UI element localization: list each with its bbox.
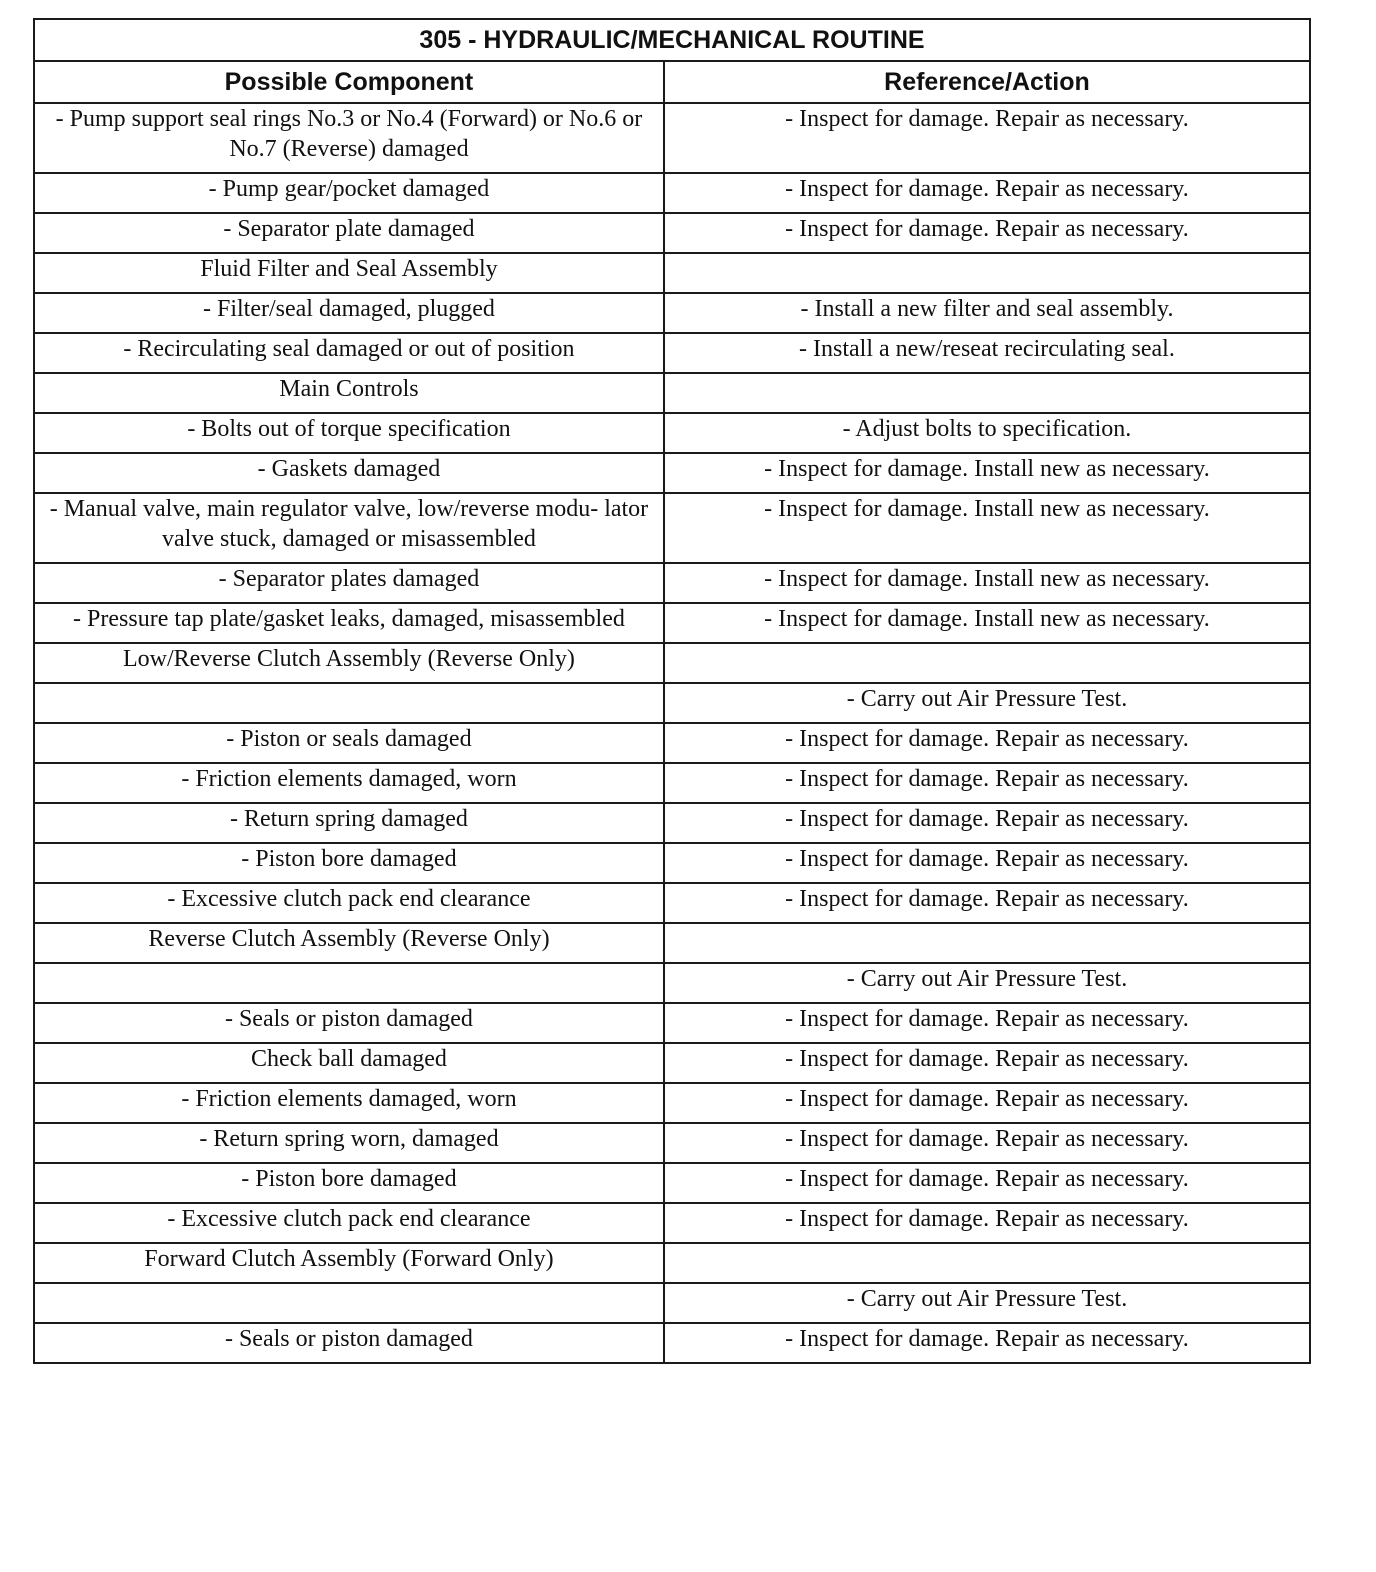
action-cell	[664, 643, 1310, 683]
action-cell	[664, 253, 1310, 293]
action-cell: - Inspect for damage. Repair as necessary.	[664, 723, 1310, 763]
table-row	[34, 603, 1310, 643]
component-cell: - Pump support seal rings No.3 or No.4 (Forward) or No.6 or No.7 (Reverse) damaged	[34, 103, 664, 173]
action-cell: - Inspect for damage. Repair as necessary.	[664, 883, 1310, 923]
action-cell: - Inspect for damage. Repair as necessary.	[664, 1203, 1310, 1243]
action-cell: - Install a new/reseat recirculating seal.	[664, 333, 1310, 373]
table-title-row	[34, 19, 1310, 61]
action-cell: - Carry out Air Pressure Test.	[664, 1283, 1310, 1323]
component-cell: - Excessive clutch pack end clearance	[34, 1203, 664, 1243]
action-cell	[664, 373, 1310, 413]
table-row	[34, 883, 1310, 923]
table-row	[34, 413, 1310, 453]
component-cell	[34, 683, 664, 723]
action-cell: - Inspect for damage. Repair as necessary.	[664, 213, 1310, 253]
component-cell: - Piston bore damaged	[34, 1163, 664, 1203]
table-row	[34, 493, 1310, 563]
action-cell: - Install a new filter and seal assembly.	[664, 293, 1310, 333]
action-cell: - Carry out Air Pressure Test.	[664, 683, 1310, 723]
component-cell: - Seals or piston damaged	[34, 1323, 664, 1363]
table-row	[34, 1163, 1310, 1203]
component-cell: - Pump gear/pocket damaged	[34, 173, 664, 213]
action-cell	[664, 1243, 1310, 1283]
component-cell: - Return spring damaged	[34, 803, 664, 843]
action-cell: - Inspect for damage. Repair as necessary.	[664, 1003, 1310, 1043]
action-cell: - Inspect for damage. Repair as necessary.	[664, 103, 1310, 173]
action-cell: - Inspect for damage. Install new as necessary.	[664, 563, 1310, 603]
table-title: 305 - HYDRAULIC/MECHANICAL ROUTINE	[34, 19, 1310, 61]
action-cell: - Inspect for damage. Repair as necessary.	[664, 1123, 1310, 1163]
hydraulic-routine-table	[33, 18, 1311, 1364]
component-cell: Low/Reverse Clutch Assembly (Reverse Only)	[34, 643, 664, 683]
table-row	[34, 923, 1310, 963]
component-cell	[34, 963, 664, 1003]
table-row	[34, 293, 1310, 333]
table-row	[34, 373, 1310, 413]
table-header-row	[34, 61, 1310, 103]
table-row	[34, 173, 1310, 213]
action-cell: - Inspect for damage. Repair as necessary.	[664, 173, 1310, 213]
column-header-possible-component: Possible Component	[34, 61, 664, 103]
table-row	[34, 963, 1310, 1003]
component-cell: Fluid Filter and Seal Assembly	[34, 253, 664, 293]
component-cell: - Bolts out of torque specification	[34, 413, 664, 453]
table-row	[34, 563, 1310, 603]
table-row	[34, 763, 1310, 803]
action-cell: - Inspect for damage. Install new as necessary.	[664, 453, 1310, 493]
component-cell: - Return spring worn, damaged	[34, 1123, 664, 1163]
table-row	[34, 1083, 1310, 1123]
table-row	[34, 213, 1310, 253]
table-row	[34, 1123, 1310, 1163]
component-cell: Forward Clutch Assembly (Forward Only)	[34, 1243, 664, 1283]
action-cell: - Inspect for damage. Install new as necessary.	[664, 603, 1310, 643]
column-header-reference-action: Reference/Action	[664, 61, 1310, 103]
component-cell: - Piston bore damaged	[34, 843, 664, 883]
action-cell: - Inspect for damage. Repair as necessary.	[664, 1323, 1310, 1363]
table-row	[34, 1203, 1310, 1243]
component-cell	[34, 1283, 664, 1323]
table-row	[34, 103, 1310, 173]
table-row	[34, 643, 1310, 683]
component-cell: Reverse Clutch Assembly (Reverse Only)	[34, 923, 664, 963]
component-cell: - Recirculating seal damaged or out of position	[34, 333, 664, 373]
component-cell: - Gaskets damaged	[34, 453, 664, 493]
table-row	[34, 333, 1310, 373]
action-cell	[664, 923, 1310, 963]
action-cell: - Inspect for damage. Repair as necessary.	[664, 763, 1310, 803]
table-row	[34, 453, 1310, 493]
component-cell: Main Controls	[34, 373, 664, 413]
component-cell: - Piston or seals damaged	[34, 723, 664, 763]
component-cell: - Pressure tap plate/gasket leaks, damaged, misassembled	[34, 603, 664, 643]
action-cell: - Inspect for damage. Repair as necessary.	[664, 803, 1310, 843]
table-row	[34, 843, 1310, 883]
action-cell: - Inspect for damage. Repair as necessary.	[664, 1083, 1310, 1123]
table-body	[34, 103, 1310, 1363]
component-cell: Check ball damaged	[34, 1043, 664, 1083]
component-cell: - Filter/seal damaged, plugged	[34, 293, 664, 333]
action-cell: - Carry out Air Pressure Test.	[664, 963, 1310, 1003]
table-row	[34, 1003, 1310, 1043]
component-cell: - Manual valve, main regulator valve, low/reverse modu- lator valve stuck, damaged or misassembled	[34, 493, 664, 563]
action-cell: - Inspect for damage. Repair as necessary.	[664, 1043, 1310, 1083]
component-cell: - Friction elements damaged, worn	[34, 763, 664, 803]
table-row	[34, 1243, 1310, 1283]
component-cell: - Separator plates damaged	[34, 563, 664, 603]
action-cell: - Inspect for damage. Repair as necessary.	[664, 843, 1310, 883]
table-row	[34, 683, 1310, 723]
table-row	[34, 1323, 1310, 1363]
component-cell: - Seals or piston damaged	[34, 1003, 664, 1043]
table-row	[34, 803, 1310, 843]
action-cell: - Adjust bolts to specification.	[664, 413, 1310, 453]
table-row	[34, 253, 1310, 293]
table-row	[34, 723, 1310, 763]
table-row	[34, 1283, 1310, 1323]
action-cell: - Inspect for damage. Repair as necessary.	[664, 1163, 1310, 1203]
component-cell: - Friction elements damaged, worn	[34, 1083, 664, 1123]
table-row	[34, 1043, 1310, 1083]
component-cell: - Excessive clutch pack end clearance	[34, 883, 664, 923]
component-cell: - Separator plate damaged	[34, 213, 664, 253]
action-cell: - Inspect for damage. Install new as necessary.	[664, 493, 1310, 563]
